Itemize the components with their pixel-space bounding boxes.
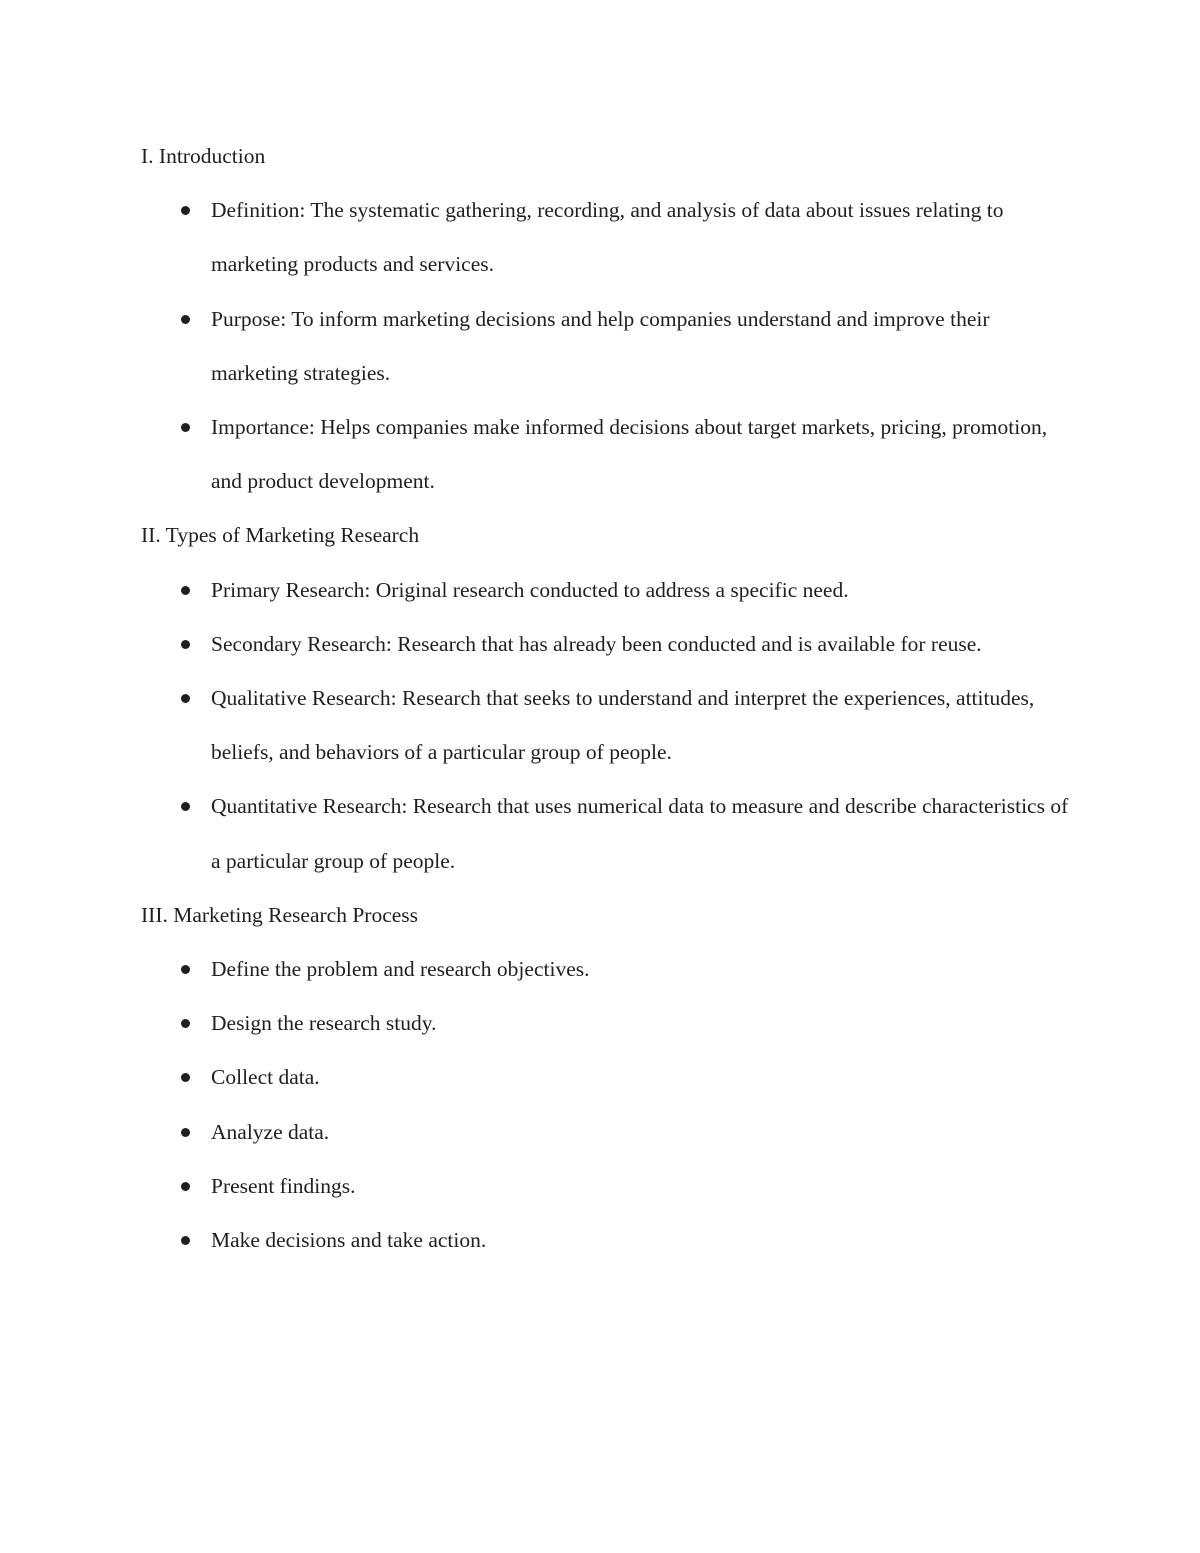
bullet-icon bbox=[181, 586, 190, 595]
list-item bbox=[141, 942, 1071, 996]
types-list bbox=[141, 563, 1071, 888]
list-item bbox=[141, 671, 1071, 779]
list-item bbox=[141, 183, 1071, 291]
list-item-text: Analyze data. bbox=[211, 1119, 330, 1144]
list-item bbox=[141, 1050, 1071, 1104]
list-item-text: Collect data. bbox=[211, 1065, 320, 1090]
list-item-text: Definition: The systematic gathering, recording, and analysis of data about issues relating to marketing products and services. bbox=[211, 198, 1004, 277]
bullet-icon bbox=[181, 1128, 190, 1137]
bullet-icon bbox=[181, 1182, 190, 1191]
list-item bbox=[141, 996, 1071, 1050]
bullet-icon bbox=[181, 1073, 190, 1082]
list-item-text: Purpose: To inform marketing decisions and help companies understand and improve their marketing strategies. bbox=[211, 306, 990, 385]
list-item-text: Primary Research: Original research conducted to address a specific need. bbox=[211, 577, 849, 602]
section-heading-process: III. Marketing Research Process bbox=[141, 902, 419, 927]
list-item bbox=[141, 617, 1071, 671]
list-item bbox=[141, 779, 1071, 887]
bullet-icon bbox=[181, 640, 190, 649]
list-item bbox=[141, 292, 1071, 400]
bullet-icon bbox=[181, 206, 190, 215]
list-item-text: Define the problem and research objectives. bbox=[211, 957, 590, 982]
list-item bbox=[141, 563, 1071, 617]
bullet-icon bbox=[181, 423, 190, 432]
process-list bbox=[141, 942, 1071, 1267]
list-item-text: Make decisions and take action. bbox=[211, 1228, 487, 1253]
list-item bbox=[141, 1105, 1071, 1159]
bullet-icon bbox=[181, 965, 190, 974]
bullet-icon bbox=[181, 1236, 190, 1245]
list-item-text: Importance: Helps companies make informed decisions about target markets, pricing, promotion, and product development. bbox=[211, 415, 1048, 494]
list-item bbox=[141, 1159, 1071, 1213]
introduction-list bbox=[141, 183, 1071, 508]
list-item bbox=[141, 1213, 1071, 1267]
list-item-text: Quantitative Research: Research that uses numerical data to measure and describe characteristics of a particular group of people. bbox=[211, 794, 1069, 873]
bullet-icon bbox=[181, 802, 190, 811]
bullet-icon bbox=[181, 315, 190, 324]
bullet-icon bbox=[181, 694, 190, 703]
list-item-text: Qualitative Research: Research that seeks to understand and interpret the experiences, attitudes, beliefs, and behaviors of a particular group of people. bbox=[211, 686, 1035, 765]
list-item bbox=[141, 400, 1071, 508]
list-item-text: Secondary Research: Research that has already been conducted and is available for reuse. bbox=[211, 631, 982, 656]
document-body bbox=[141, 129, 1071, 1267]
list-item-text: Present findings. bbox=[211, 1173, 356, 1198]
list-item-text: Design the research study. bbox=[211, 1011, 437, 1036]
section-heading-types: II. Types of Marketing Research bbox=[141, 523, 420, 548]
bullet-icon bbox=[181, 1019, 190, 1028]
section-heading-introduction: I. Introduction bbox=[141, 144, 266, 168]
